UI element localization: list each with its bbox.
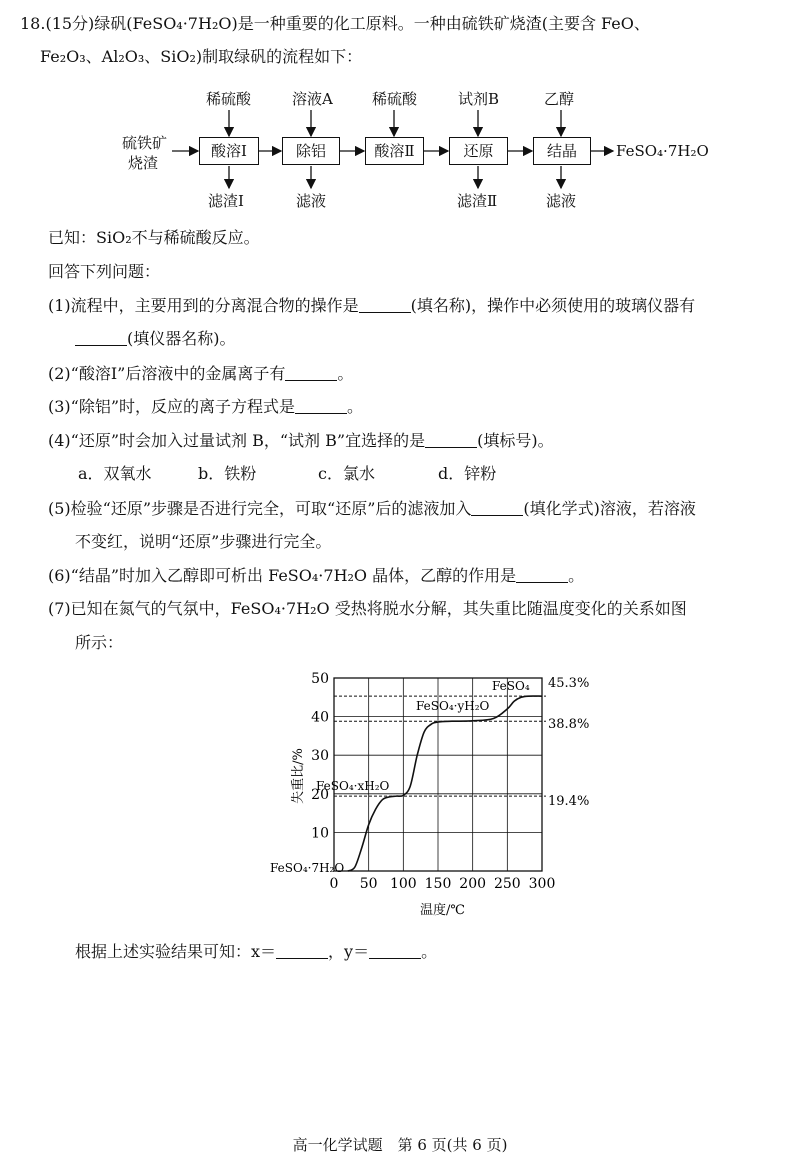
question-line-1: 18.(15分)绿矾(FeSO₄·7H₂O)是一种重要的化工原料。一种由硫铁矿烧渣(主要含 FeO、	[20, 14, 650, 33]
ref-label-19: 19.4%	[548, 794, 590, 809]
q5-text-b: (填化学式)溶液，若溶液	[523, 499, 696, 518]
q1-text-a: (1)流程中，主要用到的分离混合物的操作是	[48, 296, 359, 315]
q2-blank[interactable]	[285, 366, 337, 381]
x-tick-label: 0	[329, 876, 339, 892]
annotation-feso4-x: FeSO₄·xH₂O	[316, 779, 390, 793]
q4-options	[78, 464, 496, 484]
q6-blank[interactable]	[516, 568, 568, 583]
q1-text-b: (填名称)，操作中必须使用的玻璃仪器有	[410, 296, 696, 315]
q2-text-a: (2)“酸溶Ⅰ”后溶液中的金属离子有	[48, 364, 286, 383]
conclusion-line	[75, 942, 437, 962]
q7-line-2: 所示：	[75, 633, 124, 652]
x-blank[interactable]	[276, 944, 328, 959]
answer-prompt: 回答下列问题：	[48, 262, 161, 281]
flow-step-acid-1: 酸溶Ⅰ	[199, 137, 259, 165]
q4-blank[interactable]	[425, 433, 477, 448]
y-tick-label: 20	[311, 786, 329, 803]
q2-text-b: 。	[337, 364, 354, 383]
flow-step-remove-al: 除铝	[282, 137, 340, 165]
q7-line-1: (7)已知在氮气的气氛中，FeSO₄·7H₂O 受热将脱水分解，其失重比随温度变化的关系如图	[48, 599, 687, 618]
conclusion-text-a: 根据上述实验结果可知：x＝	[75, 942, 277, 961]
x-tick-label: 100	[389, 876, 417, 892]
q6-text-a: (6)“结晶”时加入乙醇即可析出 FeSO₄·7H₂O 晶体，乙醇的作用是	[48, 566, 517, 585]
q4-option-c: c．氯水	[318, 464, 375, 483]
flow-product: FeSO₄·7H₂O	[616, 142, 709, 160]
q4-option-b: b．铁粉	[198, 464, 257, 483]
y-tick-label: 30	[311, 748, 329, 765]
mass-loss-chart	[250, 668, 670, 928]
x-axis-label: 温度/℃	[420, 903, 465, 918]
flow-step-acid-2: 酸溶Ⅱ	[365, 137, 424, 165]
q1-blank-2[interactable]	[75, 331, 127, 346]
flow-output-1: 滤渣Ⅰ	[208, 192, 244, 210]
flow-diagram	[0, 80, 800, 220]
q1-text-c: (填仪器名称)。	[127, 329, 236, 348]
q3-text-b: 。	[347, 397, 364, 416]
flow-step-crystallize: 结晶	[533, 137, 591, 165]
page-footer: 高一化学试题 第 6 页(共 6 页)	[292, 1136, 508, 1154]
flow-start-label-2: 烧渣	[128, 154, 159, 172]
y-blank[interactable]	[369, 944, 421, 959]
flow-output-5: 滤液	[546, 192, 577, 210]
y-axis-label: 失重比/%	[291, 748, 306, 804]
conclusion-text-c: 。	[421, 942, 438, 961]
q5-text-a: (5)检验“还原”步骤是否进行完全，可取“还原”后的滤液加入	[48, 499, 472, 518]
flow-input-1: 稀硫酸	[206, 90, 252, 108]
ref-label-38: 38.8%	[548, 717, 590, 732]
y-tick-label: 50	[311, 671, 329, 687]
q2-line	[48, 364, 353, 384]
y-tick-label: 40	[311, 709, 329, 726]
known-condition: 已知：SiO₂不与稀硫酸反应。	[48, 228, 260, 247]
q5-line-2: 不变红，说明“还原”步骤进行完全。	[75, 532, 332, 551]
question-line-2: Fe₂O₃、Al₂O₃、SiO₂)制取绿矾的流程如下：	[40, 47, 363, 66]
flow-output-4: 滤渣Ⅱ	[457, 192, 498, 210]
q3-blank[interactable]	[295, 399, 347, 414]
q3-line	[48, 397, 363, 417]
x-tick-label: 150	[424, 876, 452, 892]
x-tick-label: 250	[493, 876, 521, 892]
flow-input-3: 稀硫酸	[372, 90, 418, 108]
x-tick-label: 50	[359, 876, 378, 892]
q1-line-2	[75, 329, 236, 349]
q4-option-a: a．双氧水	[78, 464, 152, 483]
flow-step-reduce: 还原	[449, 137, 508, 165]
x-tick-label: 200	[459, 876, 487, 892]
q1-blank-1[interactable]	[359, 298, 411, 313]
x-tick-label: 300	[528, 876, 556, 892]
q6-line	[48, 566, 584, 586]
flow-input-5: 乙醇	[544, 90, 575, 108]
q4-option-d: d．锌粉	[438, 464, 497, 483]
q5-line-1	[48, 499, 696, 519]
q4-text-b: (填标号)。	[477, 431, 554, 450]
flow-start-label: 硫铁矿	[122, 134, 168, 152]
flow-input-4: 试剂B	[458, 90, 500, 108]
q5-blank[interactable]	[471, 501, 523, 516]
ref-label-45: 45.3%	[548, 676, 590, 691]
q6-text-b: 。	[568, 566, 585, 585]
y-tick-label: 10	[311, 825, 329, 842]
flow-output-2: 滤液	[296, 192, 327, 210]
flow-input-2: 溶液A	[292, 90, 333, 108]
q4-line	[48, 431, 554, 451]
conclusion-text-b: ，y＝	[328, 942, 370, 961]
annotation-feso4: FeSO₄	[492, 679, 530, 693]
annotation-feso4-7h2o: FeSO₄·7H₂O	[270, 861, 345, 875]
q4-text-a: (4)“还原”时会加入过量试剂 B，“试剂 B”宜选择的是	[48, 431, 426, 450]
annotation-feso4-y: FeSO₄·yH₂O	[416, 699, 490, 713]
q1-line-1	[48, 296, 695, 316]
q3-text-a: (3)“除铝”时，反应的离子方程式是	[48, 397, 296, 416]
